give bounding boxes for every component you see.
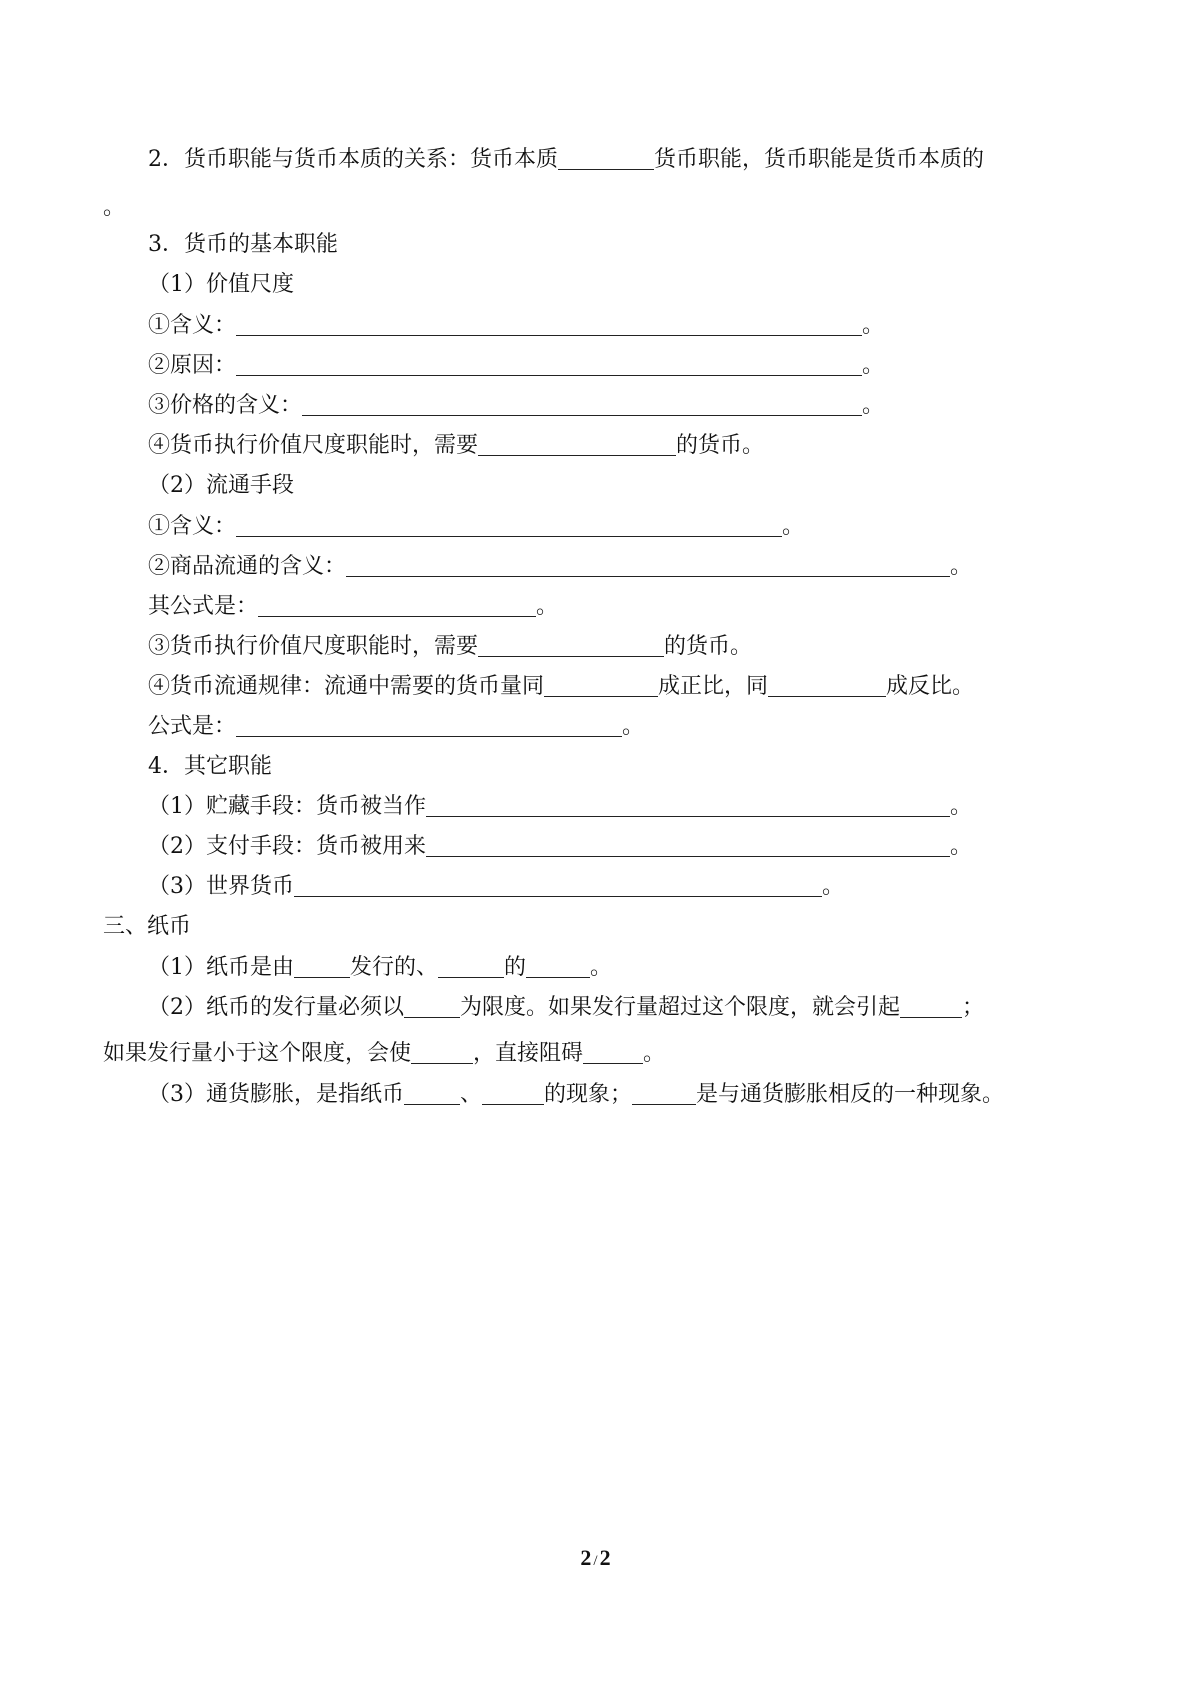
- period: 。: [622, 714, 645, 739]
- blank[interactable]: [346, 554, 950, 577]
- label: 、: [460, 1082, 483, 1107]
- label: 。: [643, 1041, 666, 1066]
- q2-line: [148, 145, 984, 175]
- sec3-p1: [148, 953, 612, 983]
- label: 的货币。: [664, 634, 753, 659]
- label: 的货币。: [676, 433, 765, 458]
- blank[interactable]: [236, 714, 622, 737]
- label: （2）支付手段：货币被用来: [148, 834, 426, 859]
- label: ④货币流通规律：流通中需要的货币量同: [148, 674, 545, 699]
- s1-reason-line: [148, 351, 884, 381]
- label: 发行的、: [350, 955, 439, 980]
- blank[interactable]: [632, 1082, 696, 1105]
- label: （3）世界货币: [148, 874, 294, 899]
- page-separator: /: [593, 1553, 598, 1569]
- blank[interactable]: [426, 834, 950, 857]
- period: 。: [950, 554, 973, 579]
- blank[interactable]: [404, 1082, 460, 1105]
- label: 。: [590, 955, 613, 980]
- s2-circ-line: [148, 552, 972, 582]
- sec3-p2: [148, 993, 984, 1023]
- blank[interactable]: [236, 313, 862, 336]
- blank[interactable]: [583, 1041, 643, 1064]
- blank[interactable]: [526, 955, 590, 978]
- period: 。: [862, 313, 885, 338]
- label: ③货币执行价值尺度职能时，需要: [148, 634, 479, 659]
- label: （1）纸币是由: [148, 955, 294, 980]
- label: （1）贮藏手段：货币被当作: [148, 794, 426, 819]
- blank[interactable]: [768, 674, 886, 697]
- q2-text-c: 。: [103, 195, 126, 220]
- label: ①含义：: [148, 514, 237, 539]
- label: 成正比，同: [658, 674, 769, 699]
- sec3-title: 三、纸币: [103, 914, 192, 939]
- blank[interactable]: [478, 634, 664, 657]
- q2-text-b: 货币职能，货币职能是货币本质的: [654, 147, 985, 172]
- page-number: 2: [580, 1545, 592, 1570]
- s2-law-formula-line: [148, 712, 644, 742]
- s1-meaning-line: [148, 311, 884, 341]
- label: （3）通货膨胀，是指纸币: [148, 1082, 404, 1107]
- label: 如果发行量小于这个限度，会使: [103, 1041, 412, 1066]
- blank[interactable]: [438, 955, 504, 978]
- label: ③价格的含义：: [148, 393, 303, 418]
- label: 的现象；: [544, 1082, 633, 1107]
- blank[interactable]: [404, 995, 460, 1018]
- s2-title: （2）流通手段: [148, 473, 294, 498]
- q3-title: 3．货币的基本职能: [148, 232, 338, 257]
- s1-need-line: [148, 431, 764, 461]
- blank[interactable]: [294, 955, 350, 978]
- label: 其公式是：: [148, 594, 259, 619]
- q4-world-line: [148, 872, 844, 902]
- q4-title: 4．其它职能: [148, 754, 272, 779]
- s2-need-line: [148, 632, 752, 662]
- s2-law-line: [148, 672, 974, 702]
- blank[interactable]: [258, 594, 536, 617]
- blank[interactable]: [236, 514, 782, 537]
- period: 。: [950, 834, 973, 859]
- s2-meaning-line: [148, 512, 804, 542]
- period: 。: [862, 353, 885, 378]
- blank[interactable]: [558, 147, 654, 170]
- label: ，直接阻碍: [473, 1041, 584, 1066]
- label: 的: [504, 955, 527, 980]
- label: ；: [962, 995, 985, 1020]
- period: 。: [822, 874, 845, 899]
- label: ④货币执行价值尺度职能时，需要: [148, 433, 479, 458]
- sec3-p2b: [103, 1039, 665, 1069]
- blank[interactable]: [544, 674, 658, 697]
- label: 是与通货膨胀相反的一种现象。: [696, 1082, 1005, 1107]
- blank[interactable]: [478, 433, 676, 456]
- page-footer: [0, 1545, 1191, 1571]
- blank[interactable]: [411, 1041, 473, 1064]
- q2-cont: [103, 193, 125, 223]
- label: 公式是：: [148, 714, 237, 739]
- s2-formula-line: [148, 592, 558, 622]
- period: 。: [782, 514, 805, 539]
- period: 。: [536, 594, 559, 619]
- blank[interactable]: [294, 874, 822, 897]
- blank[interactable]: [482, 1082, 544, 1105]
- label: ②原因：: [148, 353, 237, 378]
- blank[interactable]: [236, 353, 862, 376]
- sec3-p3: [148, 1080, 1004, 1110]
- s1-price-line: [148, 391, 884, 421]
- s1-title: （1）价值尺度: [148, 272, 294, 297]
- label: （2）纸币的发行量必须以: [148, 995, 404, 1020]
- blank[interactable]: [426, 794, 950, 817]
- period: 。: [862, 393, 885, 418]
- label: ②商品流通的含义：: [148, 554, 347, 579]
- page-total: 2: [599, 1545, 611, 1570]
- period: 。: [950, 794, 973, 819]
- q2-text-a: 2．货币职能与货币本质的关系：货币本质: [148, 147, 558, 172]
- q4-hoard-line: [148, 792, 972, 822]
- q4-pay-line: [148, 832, 972, 862]
- label: 为限度。如果发行量超过这个限度，就会引起: [460, 995, 901, 1020]
- blank[interactable]: [900, 995, 962, 1018]
- label: 成反比。: [886, 674, 975, 699]
- blank[interactable]: [302, 393, 862, 416]
- label: ①含义：: [148, 313, 237, 338]
